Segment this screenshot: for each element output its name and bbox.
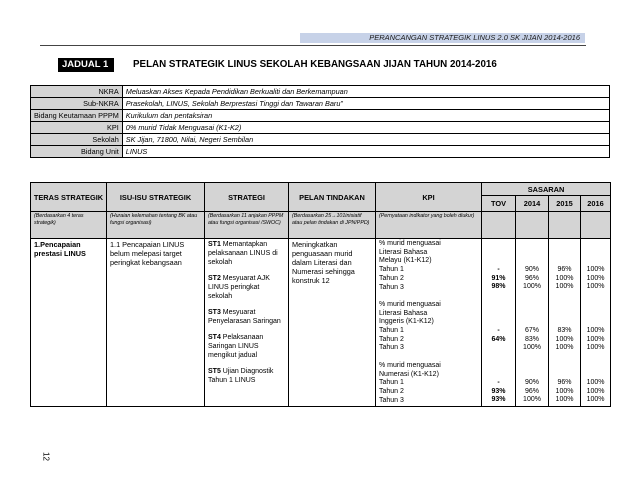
target-2015-cell: 96% 100% 100% 83% 100% 100% 96% 100% 100% [549, 239, 581, 407]
tov-cell: - 91% 98% - 64% - 93% 93% [482, 239, 516, 407]
table-label: JADUAL 1 [58, 58, 114, 72]
info-row [31, 122, 610, 134]
info-label: Sekolah [31, 134, 123, 146]
kpi-cell: % murid menguasai Literasi Bahasa Melayu (K1-K12) Tahun 1 Tahun 2 Tahun 3 % murid menguasai Literasi Bahasa Inggeris (K1-K12) Tahun 1 Tahun 2 Tahun 3 % murid menguasai Numerasi (K1-K12) Tahun 1 Tahun 2 Tahun 3 [376, 239, 482, 407]
info-table [30, 85, 610, 158]
info-label: Bidang Keutamaan PPPM [31, 110, 123, 122]
strategy-item: ST3 Mesyuarat Penyelarasan Saringan [208, 309, 281, 325]
strategy-item: ST2 Mesyuarat AJK LINUS peringkat sekolah [208, 275, 270, 300]
info-row [31, 134, 610, 146]
desc-isu: (Huraian kelemahan tentang BK atau fungsi organisasi) [107, 212, 205, 239]
desc-pelan: (Berdasarkan 25→101inisiatif atau pelan tindakan di JPN/PPD) [289, 212, 376, 239]
info-value: Kurikulum dan pentaksiran [122, 110, 609, 122]
col-kpi: KPI [376, 183, 482, 212]
strategi-cell [205, 239, 289, 407]
info-row [31, 110, 610, 122]
info-value: 0% murid Tidak Menguasai (K1-K2) [122, 122, 609, 134]
info-row [31, 86, 610, 98]
teras-cell: 1.Pencapaian prestasi LINUS [31, 239, 107, 407]
info-row [31, 98, 610, 110]
info-value: LINUS [122, 146, 609, 158]
target-2014-cell: 90% 96% 100% 67% 83% 100% 90% 96% 100% [516, 239, 549, 407]
col-strategi: STRATEGI [205, 183, 289, 212]
strategy-item: ST5 Ujian Diagnostik Tahun 1 LINUS [208, 368, 274, 384]
col-2014: 2014 [516, 196, 549, 212]
strategy-item: ST4 Pelaksanaan Saringan LINUS mengikut jadual [208, 334, 264, 359]
info-label: Bidang Unit [31, 146, 123, 158]
header-rule [40, 45, 586, 46]
col-teras: TERAS STRATEGIK [31, 183, 107, 212]
table-row [31, 239, 611, 407]
col-pelan: PELAN TINDAKAN [289, 183, 376, 212]
desc-teras: (Berdasarkan 4 teras strategik) [31, 212, 107, 239]
desc-strategi: (Berdasarkan 11 anjakan PPPM atau fungsi organisasi /SWOC) [205, 212, 289, 239]
target-2016-cell: 100% 100% 100% 100% 100% 100% 100% 100% 100% [581, 239, 611, 407]
col-isu: ISU-ISU STRATEGIK [107, 183, 205, 212]
info-value: Meluaskan Akses Kepada Pendidikan Berkualiti dan Berkemampuan [122, 86, 609, 98]
desc-kpi: (Pernyataan indikator yang boleh diukur) [376, 212, 482, 239]
info-label: KPI [31, 122, 123, 134]
info-value: SK Jijan, 71800, Nilai, Negeri Sembilan [122, 134, 609, 146]
col-2015: 2015 [549, 196, 581, 212]
col-tov: TOV [482, 196, 516, 212]
strategic-plan-table [30, 182, 611, 407]
page-number: 12 [41, 452, 51, 461]
table-title: PELAN STRATEGIK LINUS SEKOLAH KEBANGSAAN JIJAN TAHUN 2014-2016 [133, 59, 497, 70]
isu-cell: 1.1 Pencapaian LINUS belum melepasi target peringkat kebangsaan [107, 239, 205, 407]
info-row [31, 146, 610, 158]
col-sasaran: SASARAN [482, 183, 611, 196]
running-title: PERANCANGAN STRATEGIK LINUS 2.0 SK JIJAN 2014-2016 [369, 33, 580, 42]
strategy-item: ST1 Memantapkan pelaksanaan LINUS di sekolah [208, 241, 278, 266]
info-label: NKRA [31, 86, 123, 98]
info-label: Sub-NKRA [31, 98, 123, 110]
description-row [31, 212, 611, 239]
col-2016: 2016 [581, 196, 611, 212]
info-value: Prasekolah, LINUS, Sekolah Berprestasi Tinggi dan Tawaran Baru” [122, 98, 609, 110]
pelan-cell: Meningkatkan penguasaan murid dalam Literasi dan Numerasi sehingga konstruk 12 [289, 239, 376, 407]
